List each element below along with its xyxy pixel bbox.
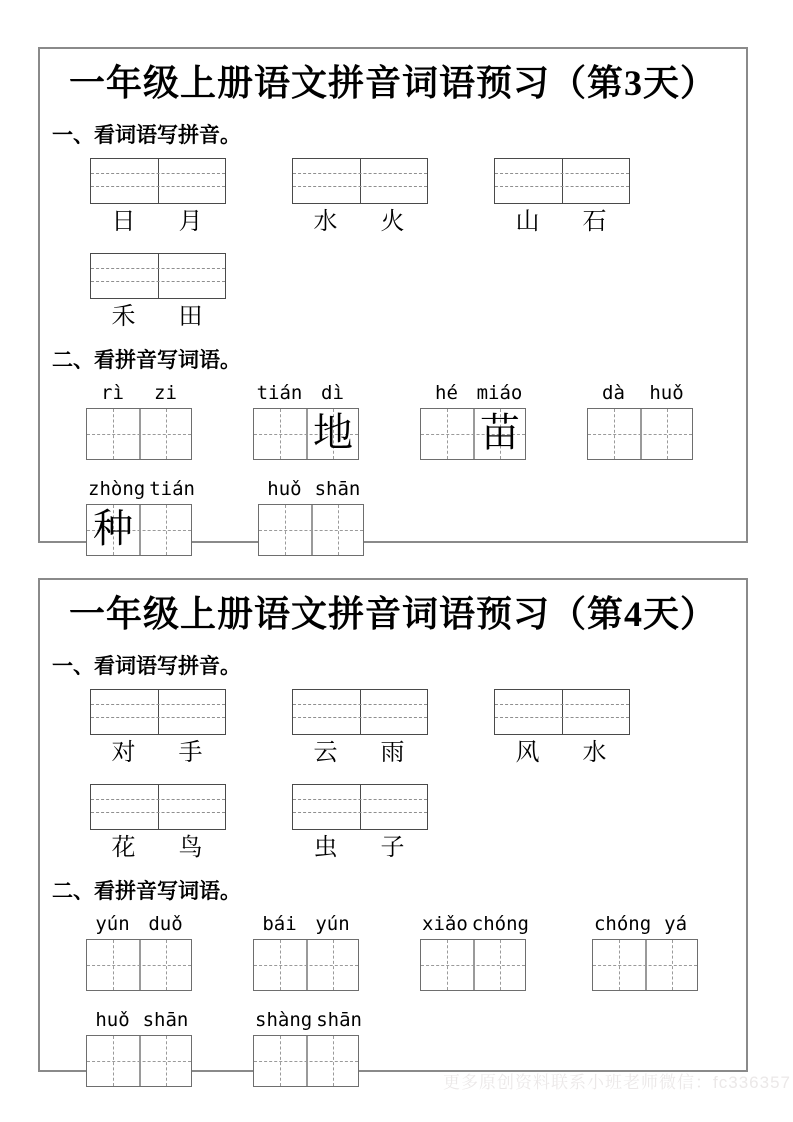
section1-heading: 一、看词语写拼音。 — [52, 654, 241, 678]
tian-cell — [421, 940, 473, 990]
word-characters — [292, 833, 426, 863]
pinyin-syllable: tián — [149, 478, 195, 500]
word-pinyin-group — [494, 689, 630, 768]
pinyin-word-grid-group — [86, 476, 197, 556]
word-character: 水 — [582, 740, 607, 766]
character-write-grid — [253, 1035, 359, 1087]
word-character: 鸟 — [178, 835, 203, 861]
pinyin-write-box — [90, 253, 226, 299]
word-pinyin-group — [292, 158, 428, 237]
pinyin-syllable: bái — [262, 913, 297, 935]
word-pinyin-group — [90, 253, 226, 332]
pinyin-word-grid-group — [86, 1007, 192, 1087]
pinyin-word-grid-group — [587, 380, 693, 460]
section1-heading: 一、看词语写拼音。 — [52, 123, 241, 147]
word-characters — [90, 833, 224, 863]
tian-cell — [254, 940, 306, 990]
word-pinyin-group — [90, 784, 226, 863]
tian-cell — [588, 409, 640, 459]
character-write-grid — [86, 408, 192, 460]
pinyin-syllable: yún — [95, 913, 130, 935]
pinyin-word-grid-group — [592, 911, 698, 991]
pinyin-write-cell — [360, 159, 427, 203]
section2-heading: 二、看拼音写词语。 — [52, 348, 241, 372]
word-character: 山 — [515, 209, 540, 235]
word-character: 风 — [515, 740, 540, 766]
worksheet-panel-day4 — [38, 578, 748, 1072]
pinyin-word-grid-group — [258, 476, 364, 556]
pinyin-syllable: xiǎo — [422, 913, 468, 935]
tian-cell — [139, 940, 191, 990]
tian-cell — [254, 1036, 306, 1086]
tian-cell — [87, 1036, 139, 1086]
tian-cell — [473, 940, 525, 990]
panel-title: 一年级上册语文拼音词语预习（第4天） — [68, 594, 717, 634]
tian-cell — [87, 505, 139, 555]
pinyin-syllable: zi — [154, 382, 177, 404]
pinyin-write-cell — [293, 690, 360, 734]
pinyin-write-box — [292, 158, 428, 204]
pinyin-syllable: huǒ — [649, 382, 684, 404]
word-pinyin-group — [292, 689, 428, 768]
pinyin-label — [86, 1007, 192, 1033]
word-character: 火 — [380, 209, 405, 235]
character-write-grid — [86, 504, 192, 556]
pinyin-write-box — [292, 689, 428, 735]
pinyin-syllable: huǒ — [95, 1009, 130, 1031]
pinyin-write-box — [90, 784, 226, 830]
word-character: 云 — [313, 740, 338, 766]
pinyin-syllable: huǒ — [267, 478, 302, 500]
tian-cell — [87, 409, 139, 459]
word-character: 子 — [380, 835, 405, 861]
pinyin-word-grid-group — [86, 911, 192, 991]
pinyin-syllable: zhòng — [88, 478, 146, 500]
pinyin-write-box — [494, 158, 630, 204]
word-pinyin-group — [90, 158, 226, 237]
word-row — [90, 158, 746, 237]
pinyin-write-cell — [562, 159, 629, 203]
tian-cell — [139, 1036, 191, 1086]
word-characters — [494, 207, 628, 237]
character-write-grid — [253, 408, 359, 460]
word-character: 田 — [178, 304, 203, 330]
tian-cell — [306, 940, 358, 990]
tian-cell — [473, 409, 525, 459]
pinyin-label — [253, 911, 359, 937]
pinyin-label — [420, 380, 526, 406]
pinyin-write-cell — [158, 690, 225, 734]
pinyin-write-cell — [360, 785, 427, 829]
character-write-grid — [86, 1035, 192, 1087]
word-character: 花 — [111, 835, 136, 861]
pinyin-label — [420, 911, 531, 937]
pinyin-write-cell — [158, 785, 225, 829]
word-characters — [494, 738, 628, 768]
pinyin-write-cell — [495, 690, 562, 734]
word-characters — [90, 207, 224, 237]
pinyin-write-cell — [91, 254, 158, 298]
grid-row — [86, 476, 746, 556]
tian-cell — [306, 1036, 358, 1086]
answer-character: 地 — [313, 409, 353, 455]
pinyin-syllable: shān — [316, 1009, 362, 1031]
pinyin-syllable: dà — [602, 382, 625, 404]
character-write-grid — [258, 504, 364, 556]
word-characters — [90, 302, 224, 332]
pinyin-write-cell — [293, 159, 360, 203]
pinyin-label — [86, 476, 197, 502]
word-character: 水 — [313, 209, 338, 235]
pinyin-write-cell — [562, 690, 629, 734]
word-row — [90, 253, 746, 332]
pinyin-word-grid-group — [86, 380, 192, 460]
pinyin-write-cell — [91, 690, 158, 734]
word-characters — [292, 207, 426, 237]
watermark-text: 更多原创资料联系小班老师微信：fc336357 — [443, 1073, 791, 1092]
pinyin-syllable: shān — [142, 1009, 189, 1031]
pinyin-write-box — [292, 784, 428, 830]
pinyin-label — [86, 380, 192, 406]
section2-heading: 二、看拼音写词语。 — [52, 879, 241, 903]
tian-cell — [139, 409, 191, 459]
pinyin-syllable: shān — [314, 478, 361, 500]
pinyin-word-grid-group — [253, 911, 359, 991]
tian-cell — [306, 409, 358, 459]
word-character: 手 — [178, 740, 203, 766]
tian-cell — [645, 940, 697, 990]
pinyin-label — [253, 380, 359, 406]
answer-character: 种 — [93, 505, 133, 551]
pinyin-syllable: chóng — [593, 913, 652, 935]
pinyin-write-cell — [495, 159, 562, 203]
answer-character: 苗 — [480, 409, 520, 455]
pinyin-write-cell — [360, 690, 427, 734]
word-character: 雨 — [380, 740, 405, 766]
pinyin-write-box — [494, 689, 630, 735]
pinyin-word-grid-group — [253, 1007, 364, 1087]
character-write-grid — [253, 939, 359, 991]
pinyin-label — [86, 911, 192, 937]
pinyin-label — [253, 1007, 364, 1033]
grid-row — [86, 911, 746, 991]
word-pinyin-group — [494, 158, 630, 237]
word-character: 虫 — [313, 835, 338, 861]
word-character: 日 — [111, 209, 136, 235]
pinyin-syllable: hé — [435, 382, 458, 404]
worksheet-panel-day3 — [38, 47, 748, 551]
tian-cell — [259, 505, 311, 555]
pinyin-write-cell — [91, 785, 158, 829]
word-row — [90, 689, 746, 768]
pinyin-syllable: shàng — [255, 1009, 313, 1031]
pinyin-word-grid-group — [420, 380, 526, 460]
pinyin-syllable: dì — [321, 382, 344, 404]
pinyin-syllable: rì — [101, 382, 124, 404]
word-character: 石 — [582, 209, 607, 235]
pinyin-syllable: yá — [664, 913, 688, 935]
pinyin-write-cell — [293, 785, 360, 829]
pinyin-write-cell — [158, 254, 225, 298]
pinyin-syllable: tián — [256, 382, 303, 404]
word-row — [90, 784, 746, 863]
pinyin-syllable: chóng — [471, 913, 529, 935]
tian-cell — [254, 409, 306, 459]
pinyin-label — [258, 476, 364, 502]
word-characters — [292, 738, 426, 768]
word-pinyin-group — [90, 689, 226, 768]
pinyin-label — [592, 911, 698, 937]
word-character: 月 — [178, 209, 203, 235]
word-character: 禾 — [111, 304, 136, 330]
tian-cell — [640, 409, 692, 459]
character-write-grid — [420, 408, 526, 460]
tian-cell — [87, 940, 139, 990]
tian-cell — [311, 505, 363, 555]
pinyin-syllable: duǒ — [148, 913, 183, 935]
tian-cell — [139, 505, 191, 555]
pinyin-write-cell — [91, 159, 158, 203]
pinyin-syllable: yún — [315, 913, 350, 935]
grid-row — [86, 380, 746, 460]
pinyin-word-grid-group — [253, 380, 359, 460]
pinyin-word-grid-group — [420, 911, 531, 991]
pinyin-write-box — [90, 158, 226, 204]
pinyin-syllable: miáo — [476, 382, 523, 404]
pinyin-label — [587, 380, 693, 406]
character-write-grid — [587, 408, 693, 460]
character-write-grid — [592, 939, 698, 991]
character-write-grid — [86, 939, 192, 991]
pinyin-write-box — [90, 689, 226, 735]
pinyin-write-cell — [158, 159, 225, 203]
word-pinyin-group — [292, 784, 428, 863]
panel-title: 一年级上册语文拼音词语预习（第3天） — [68, 63, 717, 103]
word-characters — [90, 738, 224, 768]
tian-cell — [593, 940, 645, 990]
character-write-grid — [420, 939, 526, 991]
word-character: 对 — [111, 740, 136, 766]
tian-cell — [421, 409, 473, 459]
